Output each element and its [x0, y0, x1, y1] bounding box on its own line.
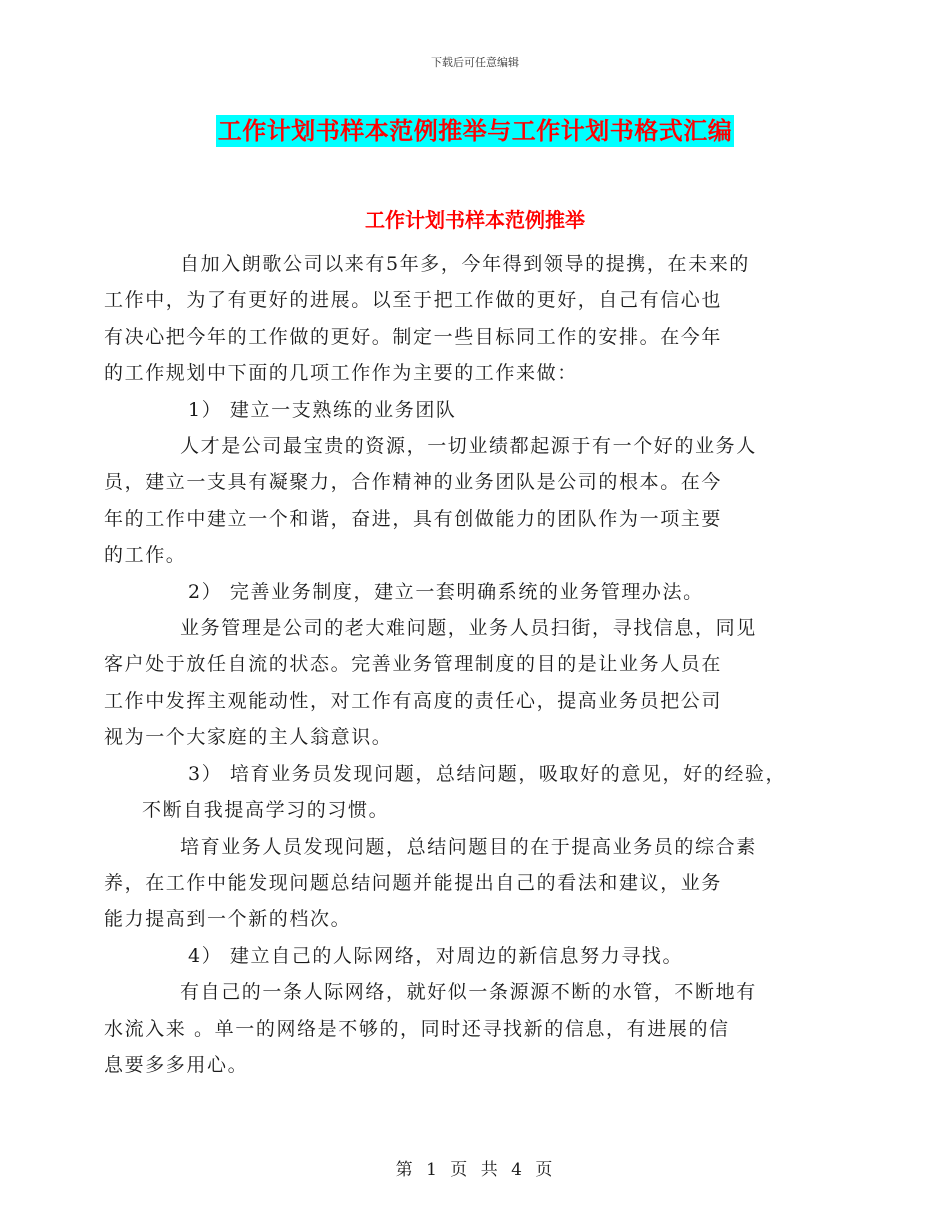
paragraph-line: 工作中，为了有更好的进展。以至于把工作做的更好，自己有信心也	[104, 289, 723, 312]
paragraph-line: 的工作规划中下面的几项工作作为主要的工作来做：	[104, 362, 578, 385]
paragraph-line: 能力提高到一个新的档次。	[104, 908, 352, 931]
page-number-footer: 第 1 页 共 4 页	[395, 1160, 555, 1180]
main-title: 工作计划书样本范例推举与工作计划书格式汇编	[217, 116, 733, 145]
paragraph-line: 视为一个大家庭的主人翁意识。	[104, 726, 393, 749]
paragraph	[104, 829, 807, 938]
list-item-4: 4） 建立自己的人际网络，对周边的新信息努力寻找。	[188, 944, 684, 967]
paragraph-line: 工作中发挥主观能动性，对工作有高度的责任心，提高业务员把公司	[104, 689, 723, 712]
paragraph	[104, 246, 807, 392]
paragraph	[104, 610, 807, 756]
list-item-3: 3） 培育业务员发现问题，总结问题，吸取好的意见，好的经验，	[188, 762, 787, 785]
paragraph-line: 自加入朗歌公司以来有5年多，今年得到领导的提携，在未来的	[180, 253, 750, 275]
paragraph-line: 的工作。	[104, 544, 187, 567]
paragraph-line: 有自己的一条人际网络，就好似一条源源不断的水管，不断地有	[180, 981, 757, 1004]
paragraph-line: 年的工作中建立一个和谐，奋进，具有创做能力的团队作为一项主要	[104, 507, 723, 530]
paragraph-line: 息要多多用心。	[104, 1053, 249, 1076]
paragraph-line: 有决心把今年的工作做的更好。制定一些目标同工作的安排。在今年	[104, 325, 723, 348]
sub-title: 工作计划书样本范例推举	[365, 208, 585, 232]
paragraph-line: 养，在工作中能发现问题总结问题并能提出自己的看法和建议，业务	[104, 871, 723, 894]
paragraph-line: 水流入来 。单一的网络是不够的，同时还寻找新的信息，有进展的信	[104, 1017, 730, 1040]
body-content	[104, 246, 807, 1083]
paragraph-line: 培育业务人员发现问题，总结问题目的在于提高业务员的综合素	[180, 835, 757, 858]
list-item-2: 2） 完善业务制度，建立一套明确系统的业务管理办法。	[188, 580, 704, 603]
paragraph	[104, 428, 807, 574]
paragraph-line: 客户处于放任自流的状态。完善业务管理制度的目的是让业务人员在	[104, 653, 723, 676]
list-item-3-continued: 不断自我提高学习的习惯。	[142, 799, 390, 822]
paragraph	[104, 974, 807, 1083]
main-title-wrap	[0, 115, 950, 147]
header-note: 下载后可任意编辑	[431, 56, 519, 69]
list-item-1: 1） 建立一支熟练的业务团队	[188, 398, 457, 421]
paragraph-line: 员，建立一支具有凝聚力，合作精神的业务团队是公司的根本。在今	[104, 471, 723, 494]
paragraph-line: 业务管理是公司的老大难问题，业务人员扫街，寻找信息，同见	[180, 617, 757, 640]
paragraph-line: 人才是公司最宝贵的资源，一切业绩都起源于有一个好的业务人	[180, 435, 757, 458]
